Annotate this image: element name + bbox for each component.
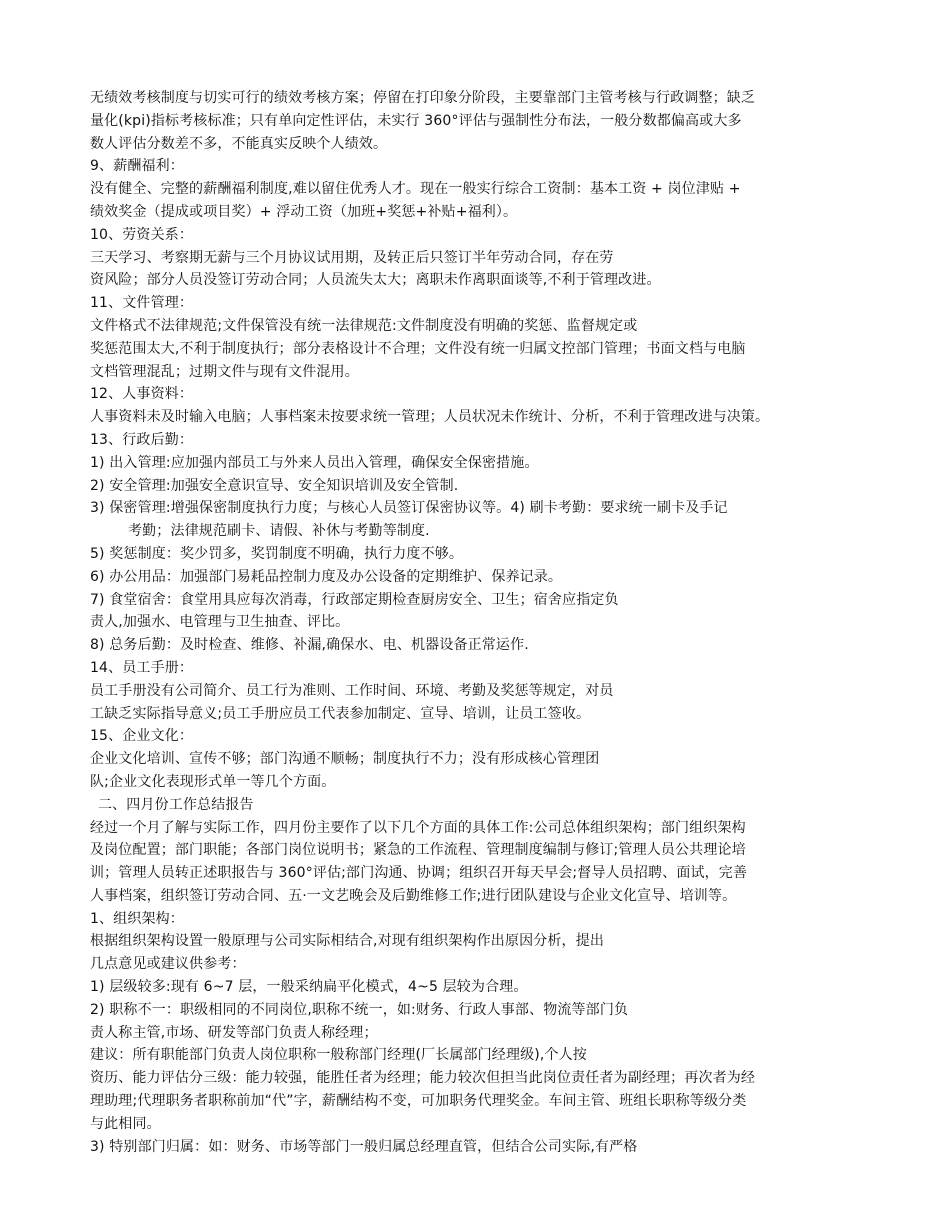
text-line: 1) 层级较多:现有 6~7 层，一般采纳扁平化模式，4~5 层较为合理。 <box>90 979 528 996</box>
text-line: 10、劳资关系： <box>90 226 194 243</box>
text-line: 根据组织架构设置一般原理与公司实际相结合,对现有组织架构作出原因分析，提出 <box>90 933 604 950</box>
text-line: 奖惩范围太大,不利于制度执行；部分表格设计不合理；文件没有统一归属文控部门管理；书面文档与电脑 <box>90 340 746 357</box>
text-line: 几点意见或建议供参考： <box>90 956 246 973</box>
text-line: 队;企业文化表现形式单一等几个方面。 <box>90 773 336 790</box>
text-line: 1、组织架构： <box>90 910 184 927</box>
document-body <box>90 87 865 1158</box>
text-line: 15、企业文化： <box>90 728 194 745</box>
text-line: 责人,加强水、电管理与卫生抽查、评比。 <box>90 614 350 631</box>
text-line: 数人评估分数差不多，不能真实反映个人绩效。 <box>90 135 388 152</box>
text-line: 3) 保密管理:增强保密制度执行力度；与核心人员签订保密协议等。4) 刷卡考勤：要求统一刷卡及手记 <box>90 500 728 517</box>
text-line: 11、文件管理： <box>90 295 194 312</box>
text-line: 与此相同。 <box>90 1115 161 1132</box>
text-line: 训；管理人员转正述职报告与 360°评估;部门沟通、协调；组织召开每天早会;督导人员招聘、面试，完善 <box>90 865 748 882</box>
text-line: 12、人事资料： <box>90 386 194 403</box>
text-line: 资风险；部分人员没签订劳动合同；人员流失太大；离职未作离职面谈等,不利于管理改进。 <box>90 272 661 289</box>
text-line: 2) 职称不一：职级相同的不同岗位,职称不统一，如:财务、行政人事部、物流等部门负 <box>90 1001 629 1018</box>
text-line: 3) 特别部门归属：如：财务、市场等部门一般归属总经理直管，但结合公司实际,有严格 <box>90 1138 638 1155</box>
text-line: 8) 总务后勤：及时检查、维修、补漏,确保水、电、机器设备正常运作. <box>90 637 529 654</box>
text-line: 责人称主管,市场、研发等部门负责人称经理； <box>90 1024 378 1041</box>
text-line: 考勤；法律规范刷卡、请假、补休与考勤等制度. <box>128 523 430 540</box>
text-line: 1) 出入管理:应加强内部员工与外来人员出入管理，确保安全保密措施。 <box>90 454 539 471</box>
text-line: 工缺乏实际指导意义;员工手册应员工代表参加制定、宣导、培训，让员工签收。 <box>90 705 591 722</box>
text-line: 理助理;代理职务者职称前加“代”字，薪酬结构不变，可加职务代理奖金。车间主管、班组长职称等级分类 <box>90 1093 747 1110</box>
text-line: 无绩效考核制度与切实可行的绩效考核方案；停留在打印象分阶段，主要靠部门主管考核与行政调整；缺乏 <box>90 90 756 106</box>
text-line: 人事资料未及时输入电脑；人事档案未按要求统一管理；人员状况未作统计、分析，不利于管理改进与决策。 <box>90 409 770 426</box>
text-line: 量化(kpi)指标考核标准；只有单向定性评估，未实行 360°评估与强制性分布法，一般分数都偏高或大多 <box>90 112 742 129</box>
text-line: 经过一个月了解与实际工作，四月份主要作了以下几个方面的具体工作:公司总体组织架构；部门组织架构 <box>90 819 746 836</box>
text-line: 2) 安全管理:加强安全意识宣导、安全知识培训及安全管制. <box>90 477 459 494</box>
text-line: 6) 办公用品：加强部门易耗品控制力度及办公设备的定期维护、保养记录。 <box>90 568 563 585</box>
text-line: 绩效奖金（提成或项目奖）+ 浮动工资（加班+奖惩+补贴+福利）。 <box>90 203 518 220</box>
text-line: 三天学习、考察期无薪与三个月协议试用期，及转正后只签订半年劳动合同，存在劳 <box>90 249 614 266</box>
text-line: 及岗位配置；部门职能；各部门岗位说明书；紧急的工作流程、管理制度编制与修订;管理人员公共理论培 <box>90 842 746 859</box>
text-line: 13、行政后勤： <box>90 431 194 448</box>
text-line: 14、员工手册： <box>90 659 194 676</box>
text-line: 9、薪酬福利： <box>90 158 184 175</box>
text-line: 文件格式不法律规范;文件保管没有统一法律规范:文件制度没有明确的奖惩、监督规定或 <box>90 317 638 334</box>
text-line: 企业文化培训、宣传不够；部门沟通不顺畅；制度执行不力；没有形成核心管理团 <box>90 751 600 768</box>
text-line: 员工手册没有公司简介、员工行为准则、工作时间、环境、考勤及奖惩等规定，对员 <box>90 682 614 699</box>
section-heading: 二、四月份工作总结报告 <box>98 796 254 813</box>
text-line: 建议：所有职能部门负责人岗位职称一般称部门经理(厂长属部门经理级),个人按 <box>90 1047 587 1064</box>
text-line: 7) 食堂宿舍：食堂用具应每次消毒，行政部定期检查厨房安全、卫生；宿舍应指定负 <box>90 591 619 608</box>
text-line: 5) 奖惩制度：奖少罚多，奖罚制度不明确，执行力度不够。 <box>90 545 464 562</box>
text-line: 资历、能力评估分三级：能力较强，能胜任者为经理；能力较次但担当此岗位责任者为副经理；再次者为经 <box>90 1070 756 1087</box>
text-line: 人事档案，组织签订劳动合同、五·一文艺晚会及后勤维修工作;进行团队建设与企业文化宣导、培训等。 <box>90 887 737 904</box>
text-line: 没有健全、完整的薪酬福利制度,难以留住优秀人才。现在一般实行综合工资制：基本工资 + 岗位津贴 + <box>90 181 741 198</box>
text-line: 文档管理混乱；过期文件与现有文件混用。 <box>90 363 359 380</box>
